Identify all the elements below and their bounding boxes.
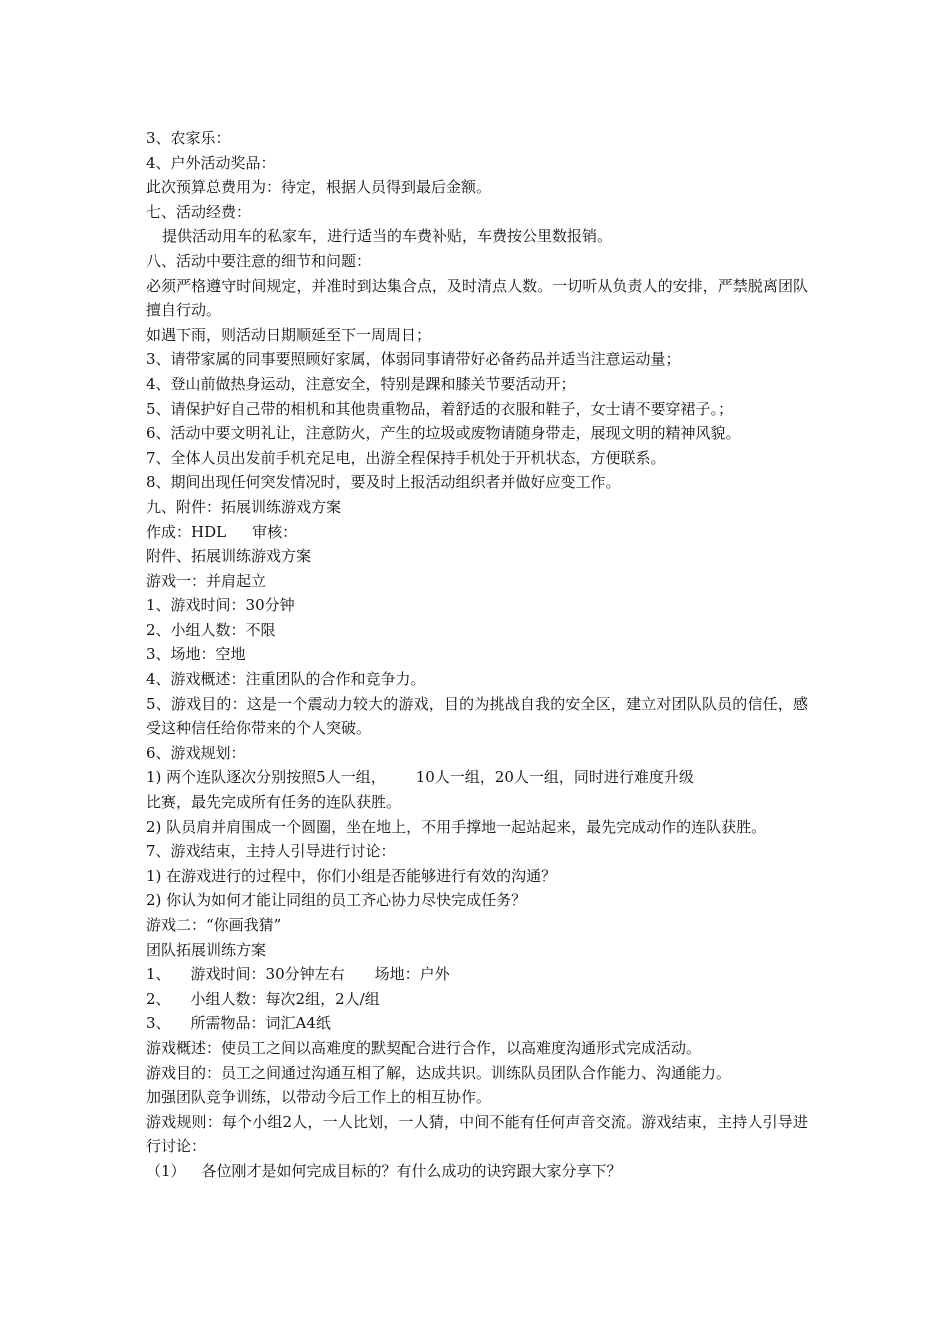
list-item: 7、游戏结束，主持人引导进行讨论：: [146, 842, 396, 861]
section-heading: 七、活动经费：: [146, 202, 252, 221]
list-item: [146, 1159, 808, 1184]
list-item: 3、请带家属的同事要照顾好家属，体弱同事请带好必备药品并适当注意运动量；: [146, 350, 681, 369]
reviewer-label: 审核：: [252, 522, 298, 541]
list-item: 2、小组人数：不限: [146, 620, 276, 639]
text-line: 提供活动用车的私家车，进行适当的车费补贴，车费按公里数报销。: [162, 227, 613, 246]
list-item: 8、期间出现任何突发情况时，要及时上报活动组织者并做好应变工作。: [146, 473, 621, 492]
list-item: [146, 1011, 808, 1036]
list-number: 3、: [146, 1014, 171, 1033]
text-line: 团队拓展训练方案: [146, 940, 267, 959]
list-number: 2、: [146, 989, 171, 1008]
list-text: 游戏时间：30分钟左右: [190, 965, 345, 984]
list-item: 6、游戏规划：: [146, 743, 246, 762]
text-line: 此次预算总费用为：待定，根据人员得到最后金额。: [146, 178, 492, 197]
rule-part: 1) 两个连队逐次分别按照5人一组，: [146, 768, 386, 787]
list-number: （1）: [146, 1161, 186, 1180]
list-item: [146, 962, 808, 987]
list-item: 6、活动中要文明礼让，注意防火，产生的垃圾或废物请随身带走，展现文明的精神风貌。: [146, 424, 741, 443]
author-line: [146, 520, 808, 545]
list-text: 所需物品：词汇A4纸: [190, 1014, 331, 1033]
paragraph: 游戏规则：每个小组2人，一人比划，一人猜，中间不能有任何声音交流。游戏结束，主持人引导进行讨论：: [146, 1112, 808, 1156]
list-number: 1、: [146, 965, 171, 984]
paragraph: 2) 队员肩并肩围成一个圆圈，坐在地上，不用手撑地一起站起来，最先完成动作的连队获胜。: [146, 817, 767, 836]
text-line: 比赛，最先完成所有任务的连队获胜。: [146, 793, 402, 812]
list-item: 3、场地：空地: [146, 645, 246, 664]
text-line: 游戏概述：使员工之间以高难度的默契配合进行合作，以高难度沟通形式完成活动。: [146, 1038, 702, 1057]
text-line: 如遇下雨，则活动日期顺延至下一周周日；: [146, 325, 432, 344]
list-item: 1、游戏时间：30分钟: [146, 596, 295, 615]
list-item: 4、登山前做热身运动，注意安全，特别是踝和膝关节要活动开；: [146, 374, 576, 393]
list-item: [146, 765, 808, 790]
paragraph: 必须严格遵守时间规定，并准时到达集合点，及时清点人数。一切听从负责人的安排，严禁脱离团队擅自行动。: [146, 276, 808, 320]
list-text: 场地：户外: [374, 965, 450, 984]
list-item: 4、游戏概述：注重团队的合作和竞争力。: [146, 670, 426, 689]
rule-part: 10人一组，20人一组，同时进行难度升级: [415, 768, 694, 787]
game-title: 游戏一：并肩起立: [146, 571, 267, 590]
list-item: 1) 在游戏进行的过程中，你们小组是否能够进行有效的沟通？: [146, 866, 557, 885]
list-item: [146, 987, 808, 1012]
paragraph: 5、游戏目的：这是一个震动力较大的游戏，目的为挑战自我的安全区，建立对团队队员的信任，感受这种信任给你带来的个人突破。: [146, 694, 808, 738]
list-item: 2) 你认为如何才能让同组的员工齐心协力尽快完成任务？: [146, 891, 527, 910]
list-item: 7、全体人员出发前手机充足电，出游全程保持手机处于开机状态，方便联系。: [146, 448, 666, 467]
text-line: 加强团队竞争训练，以带动今后工作上的相互协作。: [146, 1088, 492, 1107]
text-line: 3、农家乐：: [146, 129, 231, 147]
game-title: 游戏二：“你画我猜”: [146, 916, 282, 934]
document-body: [146, 126, 808, 1184]
text-line: 游戏目的：员工之间通过沟通互相了解，达成共识。训练队员团队合作能力、沟通能力。: [146, 1063, 732, 1082]
author-label: 作成：HDL: [146, 522, 227, 541]
list-item: 5、请保护好自己带的相机和其他贵重物品，着舒适的衣服和鞋子，女士请不要穿裙子。；: [146, 399, 734, 418]
list-text: 各位刚才是如何完成目标的？有什么成功的诀窍跟大家分享下？: [201, 1161, 622, 1180]
text-line: 4、户外活动奖品：: [146, 153, 276, 172]
section-heading: 八、活动中要注意的细节和问题：: [146, 251, 372, 270]
list-text: 小组人数：每次2组，2人/组: [190, 989, 380, 1008]
appendix-title: 附件、拓展训练游戏方案: [146, 547, 312, 566]
section-heading: 九、附件：拓展训练游戏方案: [146, 497, 342, 516]
